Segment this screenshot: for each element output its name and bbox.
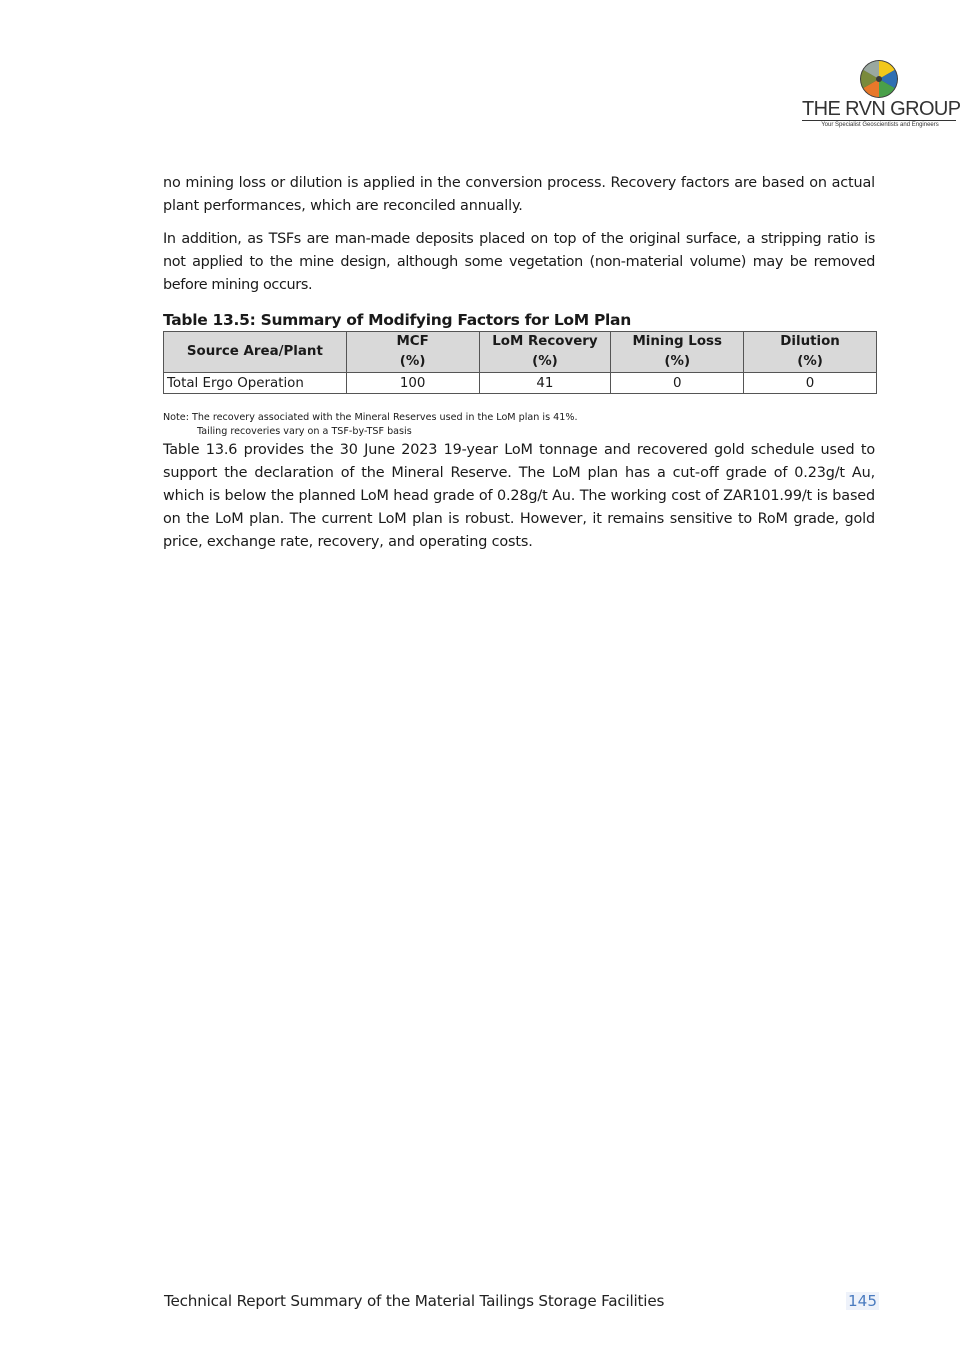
header-dilution: Dilution (%) [744, 332, 877, 373]
modifying-factors-table [163, 331, 877, 394]
paragraph-lom-schedule: Table 13.6 provides the 30 June 2023 19-year LoM tonnage and recovered gold schedule used to support the declaration of the Mineral Reserve. The LoM plan has a cut-off grade of 0.23g/t Au, which is below the planned LoM head grade of 0.28g/t Au. The working cost of ZAR101.99/t is based on the LoM plan. The current LoM plan is robust. However, it remains sensitive to RoM grade, gold price, exchange rate, recovery, and operating costs. [163, 442, 875, 550]
table-note [163, 411, 875, 439]
page-number: 145 [848, 1292, 877, 1310]
header-mcf: MCF (%) [346, 332, 479, 373]
cell-lom-recovery: 41 [479, 373, 611, 394]
logo-wheel-icon [858, 58, 900, 100]
cell-source-area: Total Ergo Operation [164, 373, 347, 394]
header-mining-loss: Mining Loss (%) [611, 332, 744, 373]
footer-title: Technical Report Summary of the Material Tailings Storage Facilities [164, 1292, 665, 1310]
paragraph-recovery-factors: no mining loss or dilution is applied in the conversion process. Recovery factors are based on actual plant performances, which are reconciled annually. [163, 175, 875, 214]
cell-dilution: 0 [744, 373, 877, 394]
logo-name: THE RVN GROUP [802, 98, 961, 120]
table-header-row [164, 332, 877, 373]
header-lom-recovery: LoM Recovery (%) [479, 332, 611, 373]
table-row [164, 373, 877, 394]
logo-tagline: Your Specialist Geoscientists and Engineers [821, 122, 939, 128]
company-logo [800, 58, 960, 132]
note-line-1: Note: The recovery associated with the Mineral Reserves used in the LoM plan is 41%. [163, 412, 578, 423]
note-line-2: Tailing recoveries vary on a TSF-by-TSF basis [197, 426, 412, 437]
logo-rule [802, 120, 956, 121]
paragraph-stripping-ratio: In addition, as TSFs are man-made deposits placed on top of the original surface, a stripping ratio is not applied to the mine design, although some vegetation (non-material volume) may be removed before mining occurs. [163, 231, 875, 293]
cell-mcf: 100 [346, 373, 479, 394]
page-content [163, 172, 875, 564]
table-caption: Table 13.5: Summary of Modifying Factors for LoM Plan [163, 311, 631, 329]
header-source-area: Source Area/Plant [164, 332, 347, 373]
cell-mining-loss: 0 [611, 373, 744, 394]
